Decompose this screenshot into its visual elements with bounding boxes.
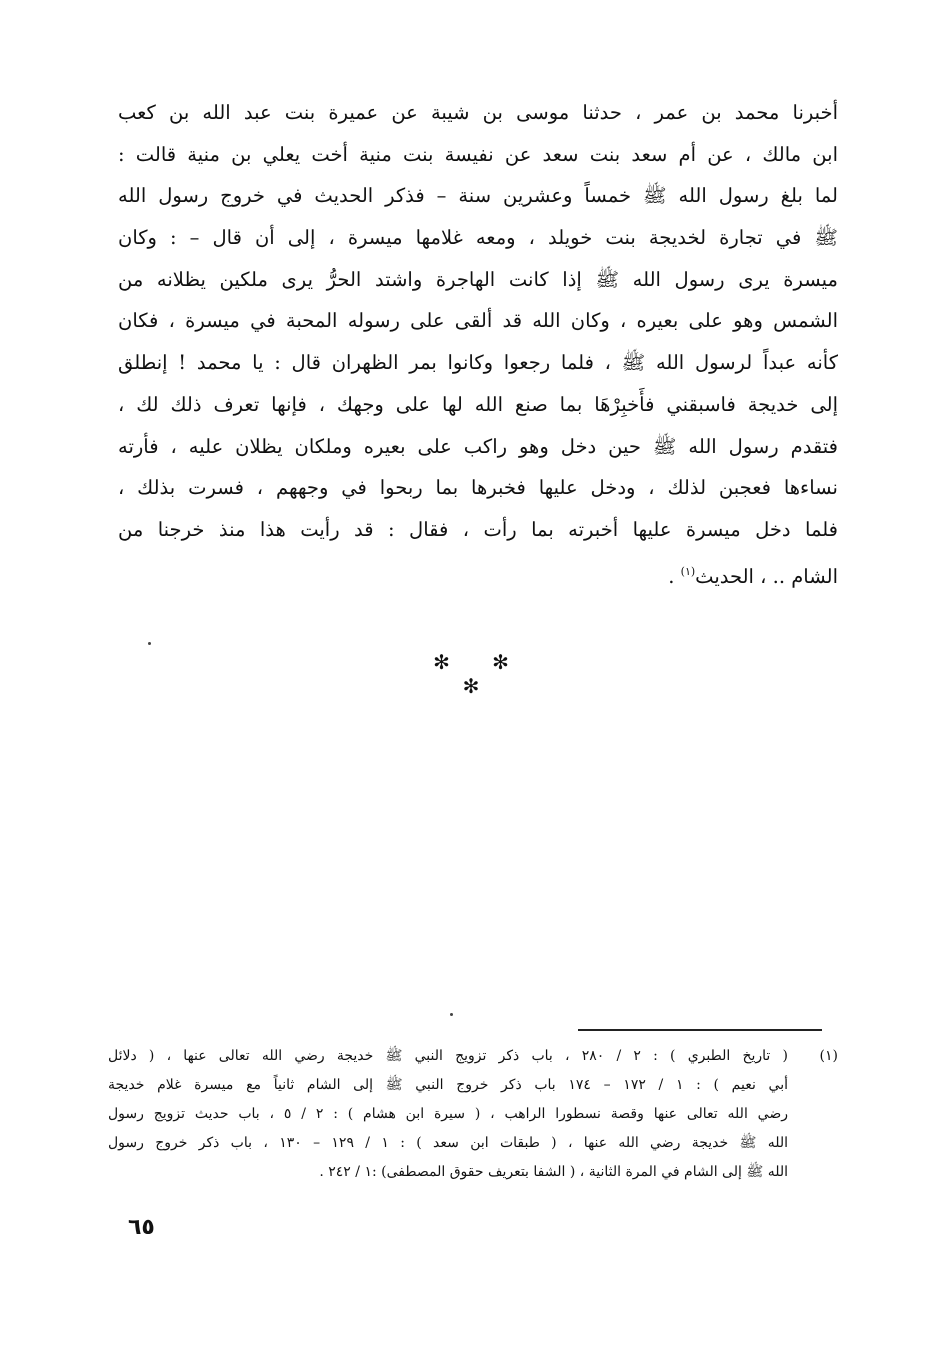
- text-line: الشمس وهو على بعيره ، وكان الله قد ألقى على رسوله المحبة في ميسرة ، فكان: [118, 309, 838, 333]
- footnote-number: (١): [819, 1048, 838, 1064]
- footnote-lines: [108, 1042, 788, 1187]
- text-line: نساءها فعجبن لذلك ، ودخل عليها فخبرها بما ربحوا في وجههم ، فسرت بذلك ،: [118, 476, 838, 500]
- page-number: ٦٥: [128, 1215, 155, 1240]
- last-line-end: .: [668, 564, 681, 588]
- text-line-last: [118, 551, 838, 593]
- text-line: إلى خديجة فاسبقني فأَخبِرْهَا بما صنع الله لها على وجهك ، فإنها تعرف ذلك لك ،: [118, 392, 838, 416]
- footnote-rule: [578, 1029, 822, 1031]
- footnote-line: الله ﷺ إلى الشام في المرة الثانية ، ( الشفا بتعريف حقوق المصطفى) :١ / ٢٤٢ .: [319, 1164, 788, 1180]
- text-line: ميسرة يرى رسول الله ﷺ إذا كانت الهاجرة واشتد الحرُّ يرى ملكين يظلانه من: [118, 267, 838, 291]
- text-line: فتقدم رسول الله ﷺ حين دخل وهو راكب على بعيره وملكان يظلان عليه ، فأرته: [118, 434, 838, 458]
- text-line: ابن مالك ، عن أم سعد بنت سعد عن نفيسة بنت منية أخت يعلي بن منية قالت :: [118, 142, 838, 166]
- stray-dot: [450, 1013, 453, 1016]
- section-separator: ✻ ✻ ✻: [433, 650, 527, 698]
- footnote-line: أبي نعيم ) : ١ / ١٧٢ – ١٧٤ باب ذكر خروج النبي ﷺ إلى الشام ثانياً مع ميسرة غلام خديجة: [108, 1077, 788, 1093]
- last-line-text: الشام .. ، الحديث: [695, 564, 838, 588]
- text-line: لما بلغ رسول الله ﷺ خمساً وعشرين سنة – فذكر الحديث في خروج رسول الله: [118, 184, 838, 208]
- footnote: [108, 1042, 838, 1187]
- text-line: كأنه عبداً لرسول الله ﷺ ، فلما رجعوا وكانوا بمر الظهران قال : يا محمد ! إنطلق: [118, 351, 838, 375]
- footnote-line: ( تاريخ الطبري ) : ٢ / ٢٨٠ ، باب ذكر تزويج النبي ﷺ خديجة رضي الله تعالى عنها ، ( دلائل: [108, 1048, 788, 1064]
- footnote-line: الله ﷺ خديجة رضي الله عنها ، ( طبقات ابن سعد ) : ١ / ١٢٩ – ١٣٠ ، باب ذكر خروج رسول: [108, 1135, 788, 1151]
- text-line: فلما دخل ميسرة عليها أخبرته بما رأت ، فقال : قد رأيت هذا منذ خرجنا من: [118, 517, 838, 541]
- main-text: [118, 92, 838, 592]
- text-line: أخبرنا محمد بن عمر ، حدثنا موسى بن شيبة عن عميرة بنت عبد الله بن كعب: [118, 101, 838, 124]
- footnote-line: رضي الله تعالى عنها وقصة نسطورا الراهب ، ( سيرة ابن هشام ) : ٢ / ٥ ، باب حديث تزويج رسول: [108, 1106, 788, 1122]
- text-line: ﷺ في تجارة لخديجة بنت خويلد ، ومعه غلامها ميسرة ، إلى أن قال – : وكان: [118, 226, 838, 250]
- footnote-reference: (١): [680, 564, 696, 578]
- stray-dot: [148, 642, 151, 645]
